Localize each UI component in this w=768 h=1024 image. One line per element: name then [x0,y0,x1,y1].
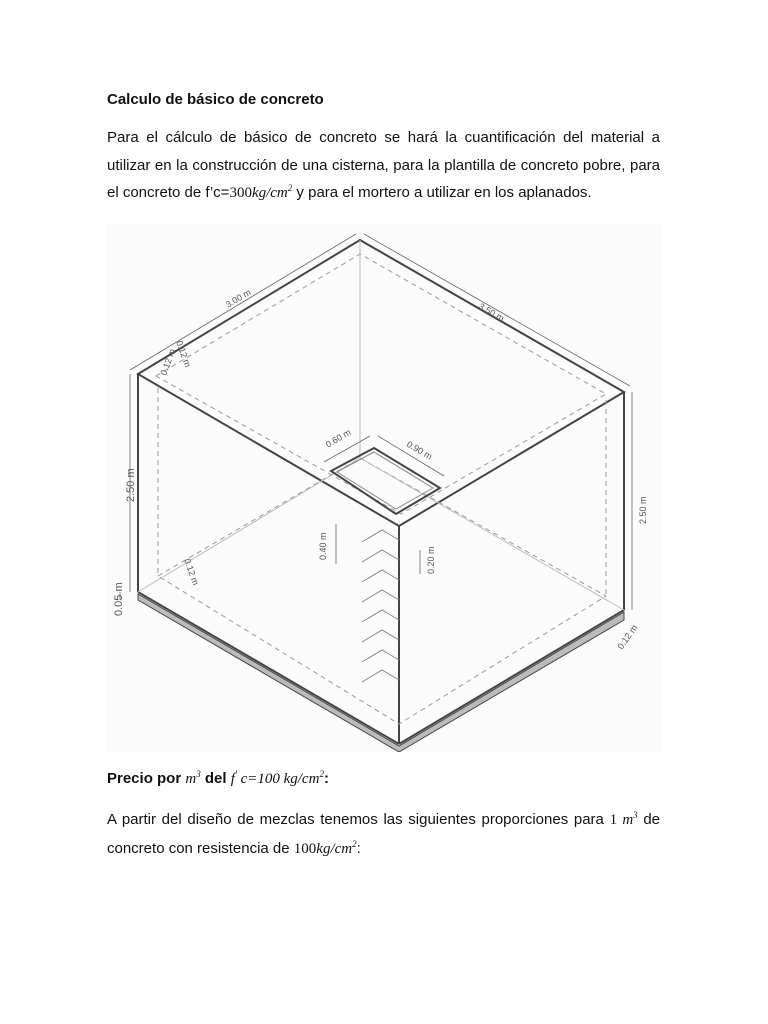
inner-floor-dashed [158,458,606,724]
dim-length-a: 3.00 m [223,286,253,310]
dim-wall-top-2: 0.12 m [158,347,178,377]
dim-length-b: 3.50 m [477,301,506,324]
base-slab [138,594,624,752]
mix-design-paragraph: A partir del diseño de mezclas tenemos las siguientes proporciones para 1 $m^3$ de concreto con resistencia de $100kg/cm^2$: [107,810,661,857]
dim-opening-a: 0.60 m [323,426,353,450]
intro-paragraph [107,124,660,208]
tank-bottom-right [399,610,624,744]
dim-wall-top-1: 0.12 m [174,339,193,369]
price-heading: Precio por $m^3$ del f' c=100 $kg/cm^2$: [107,769,329,787]
cistern-svg [106,224,662,752]
dim-height-right: 2.50 m [638,496,648,524]
dim-step-spacing: 0.40 m [318,532,328,560]
intro-resistance: $300kg/cm^2$ [229,183,293,201]
tank-bottom-left [138,592,399,744]
mix-resistance: $100kg/cm^2$ [293,838,357,857]
section-heading: Calculo de básico de concreto [107,91,324,108]
price-unit: $m^3$ [185,769,201,787]
dim-height-left: 2.50 m [125,468,137,502]
dim-opening-b: 0.90 m [405,439,434,462]
dim-floor-wall: 0.12 m [182,557,201,587]
intro-text: Para el cálculo de básico de concreto se hará la cuantificación del material a utilizar en la construcción de una cisterna, para la plantilla de concreto pobre, para el concreto de f’c= [107,129,660,201]
dim-step-width: 0.20 m [426,546,436,574]
tank-top-face [138,240,624,526]
inner-top-dashed [156,254,606,514]
intro-text-end: y para el mortero a utilizar en los aplanados. [292,184,592,201]
back-floor-left [138,458,360,592]
price-resistance: f' c=100 $kg/cm^2$ [230,769,324,787]
mix-volume: 1 $m^3$ [609,810,638,828]
ladder-steps [362,530,399,682]
cistern-isometric-drawing [106,224,662,752]
dim-slab: 0.05 m [113,582,125,616]
dim-base-wall: 0.12 m [615,622,640,652]
